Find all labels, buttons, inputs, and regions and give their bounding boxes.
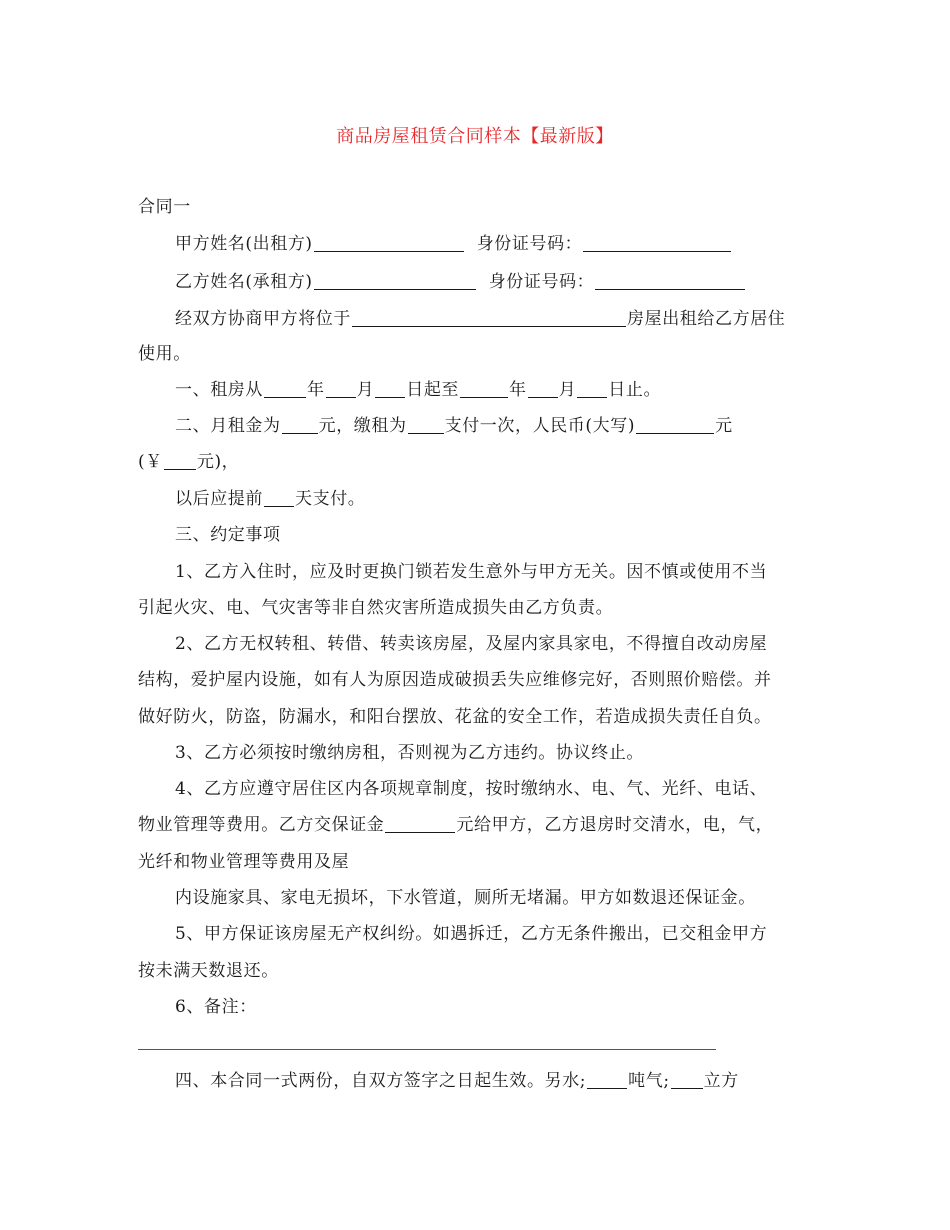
party-a-name-blank[interactable] bbox=[314, 234, 464, 252]
advance-label: 以后应提前 bbox=[175, 489, 263, 509]
party-b-line bbox=[175, 272, 746, 292]
payment-cycle-blank[interactable] bbox=[408, 416, 444, 434]
item-2-line-2: 结构，爱护屋内设施，如有人为原因造成破损丢失应维修完好，否则照价赔偿。并 bbox=[138, 670, 772, 690]
item-4-line-1: 4、乙方应遵守居住区内各项规章制度，按时缴纳水、电、气、光纤、电话、 bbox=[175, 779, 768, 799]
rent-label: 二、月租金为 bbox=[175, 416, 281, 436]
rent-payment-text: 支付一次，人民币(大写) bbox=[444, 416, 636, 436]
rent-figure-close: 元)， bbox=[196, 452, 240, 472]
term-year-1: 年 bbox=[307, 380, 325, 400]
party-b-name-label: 乙方姓名(承租方) bbox=[175, 272, 313, 292]
section-4-gas: 吨气; bbox=[628, 1071, 670, 1091]
advance-line bbox=[175, 489, 365, 509]
term-start-month-blank[interactable] bbox=[326, 380, 356, 398]
term-start-year-blank[interactable] bbox=[264, 380, 306, 398]
item-6-notes: 6、备注： bbox=[175, 997, 257, 1017]
term-line bbox=[175, 380, 661, 400]
term-end-month-blank[interactable] bbox=[528, 380, 558, 398]
term-label: 一、租房从 bbox=[175, 380, 263, 400]
term-year-2: 年 bbox=[509, 380, 527, 400]
term-start-day-blank[interactable] bbox=[375, 380, 405, 398]
gas-reading-blank[interactable] bbox=[671, 1071, 703, 1089]
location-line bbox=[175, 309, 785, 329]
item-1-line-2: 引起火灾、电、气灾害等非自然灾害所造成损失由乙方负责。 bbox=[138, 598, 614, 618]
item-4-deposit-label: 物业管理等费用。乙方交保证金 bbox=[138, 815, 385, 835]
location-blank[interactable] bbox=[352, 309, 626, 327]
party-b-id-label: 身份证号码： bbox=[488, 272, 595, 292]
item-2-line-3: 做好防火，防盗，防漏水，和阳台摆放、花盆的安全工作，若造成损失责任自负。 bbox=[138, 707, 772, 727]
term-month-1: 月 bbox=[356, 380, 375, 400]
section-4-unit: 立方 bbox=[703, 1071, 739, 1091]
rmb-uppercase-blank[interactable] bbox=[636, 416, 714, 434]
location-tail: 使用。 bbox=[138, 344, 191, 364]
term-end-day-blank[interactable] bbox=[577, 380, 607, 398]
rent-yuan: 元 bbox=[715, 416, 733, 436]
section-4-line bbox=[175, 1071, 739, 1091]
rent-unit: 元，缴租为 bbox=[318, 416, 407, 436]
term-day-2: 日止。 bbox=[608, 380, 662, 400]
item-5-line-2: 按未满天数退还。 bbox=[138, 961, 279, 981]
section-4-text: 四、本合同一式两份，自双方签字之日起生效。另水; bbox=[175, 1071, 587, 1091]
party-a-id-label: 身份证号码： bbox=[476, 234, 583, 254]
rent-figure-open: (￥ bbox=[138, 452, 163, 472]
deposit-blank[interactable] bbox=[385, 815, 455, 833]
term-end-year-blank[interactable] bbox=[460, 380, 508, 398]
rent-line bbox=[175, 416, 733, 436]
party-a-name-label: 甲方姓名(出租方) bbox=[175, 234, 313, 254]
party-b-name-blank[interactable] bbox=[314, 272, 476, 290]
rent-figure-line bbox=[138, 452, 239, 472]
monthly-rent-blank[interactable] bbox=[282, 416, 318, 434]
advance-tail: 天支付。 bbox=[295, 489, 366, 509]
item-4-deposit-tail: 元给甲方，乙方退房时交清水，电，气， bbox=[456, 815, 774, 835]
rent-figure-blank[interactable] bbox=[164, 452, 196, 470]
location-intro: 经双方协商甲方将位于 bbox=[175, 309, 351, 329]
item-2-line-1: 2、乙方无权转租、转借、转卖该房屋，及屋内家具家电，不得擅自改动房屋 bbox=[175, 634, 768, 654]
term-month-2: 月 bbox=[558, 380, 577, 400]
notes-underline[interactable] bbox=[138, 1049, 716, 1050]
item-4-line-4: 内设施家具、家电无损坏，下水管道，厕所无堵漏。甲方如数退还保证金。 bbox=[175, 888, 756, 908]
section-3-title: 三、约定事项 bbox=[175, 525, 281, 545]
party-b-id-blank[interactable] bbox=[595, 272, 745, 290]
advance-days-blank[interactable] bbox=[264, 489, 294, 507]
item-4-line-3: 光纤和物业管理等费用及屋 bbox=[138, 852, 350, 872]
party-a-line bbox=[175, 234, 732, 254]
water-reading-blank[interactable] bbox=[587, 1071, 627, 1089]
document-title: 商品房屋租赁合同样本【最新版】 bbox=[336, 126, 614, 147]
item-4-line-2 bbox=[138, 815, 773, 835]
item-1-line-1: 1、乙方入住时，应及时更换门锁若发生意外与甲方无关。因不慎或使用不当 bbox=[175, 562, 768, 582]
item-3: 3、乙方必须按时缴纳房租，否则视为乙方违约。协议终止。 bbox=[175, 743, 645, 763]
term-day-1: 日起至 bbox=[406, 380, 460, 400]
item-5-line-1: 5、甲方保证该房屋无产权纠纷。如遇拆迁，乙方无条件搬出，已交租金甲方 bbox=[175, 924, 768, 944]
party-a-id-blank[interactable] bbox=[583, 234, 731, 252]
location-outro: 房屋出租给乙方居住 bbox=[627, 309, 786, 329]
contract-label: 合同一 bbox=[138, 197, 191, 217]
